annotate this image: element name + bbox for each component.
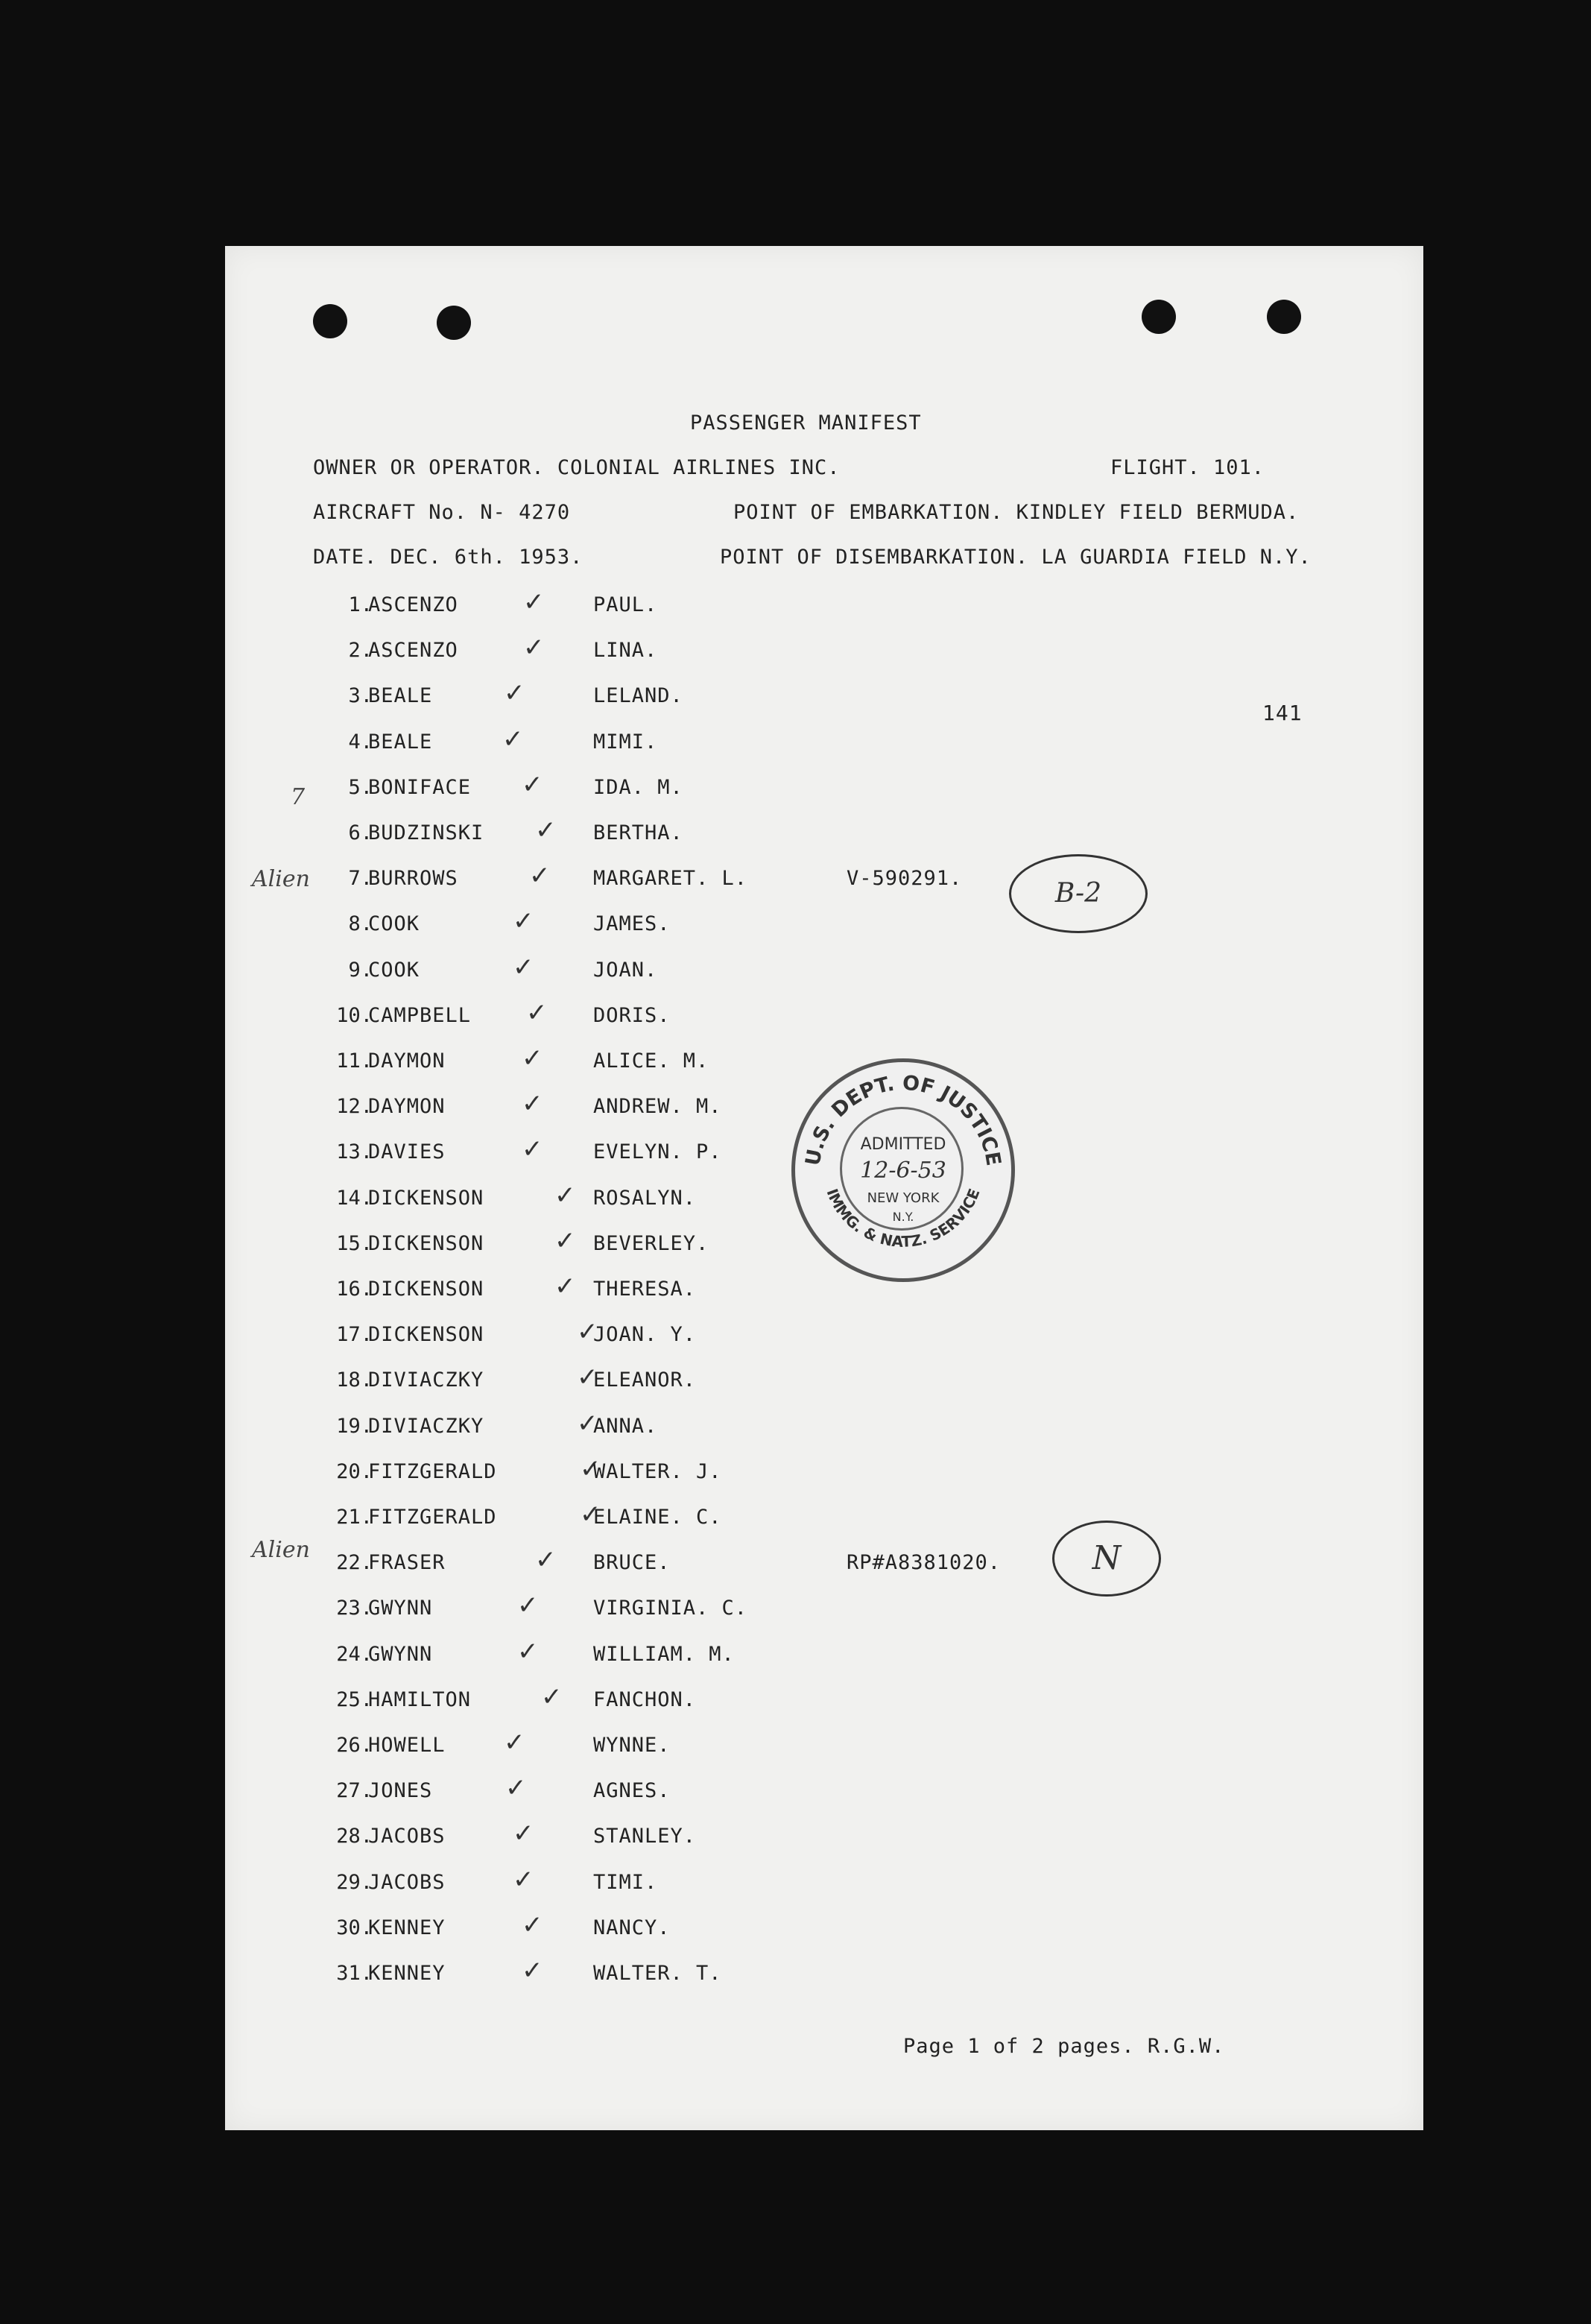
passenger-number: 4. xyxy=(348,730,373,754)
check-mark: ✓ xyxy=(513,906,534,937)
check-mark: ✓ xyxy=(577,1317,598,1348)
passenger-given-name: WALTER. J. xyxy=(593,1459,722,1483)
passenger-surname: ASCENZO xyxy=(368,593,458,616)
passenger-given-name: JAMES. xyxy=(593,912,671,936)
stamp-status: ADMITTED xyxy=(860,1135,946,1154)
passenger-document-number: V-590291. xyxy=(847,867,963,891)
passenger-number: 30. xyxy=(336,1916,373,1939)
passenger-number: 9. xyxy=(348,958,373,982)
passenger-given-name: AGNES. xyxy=(593,1779,671,1803)
check-mark: ✓ xyxy=(535,1545,557,1576)
passenger-number: 29. xyxy=(336,1870,373,1894)
passenger-given-name: JOAN. xyxy=(593,958,658,982)
passenger-given-name: ANDREW. M. xyxy=(593,1095,722,1119)
punch-hole xyxy=(1142,300,1176,334)
passenger-number: 7. xyxy=(348,867,373,891)
passenger-surname: HAMILTON xyxy=(368,1687,472,1711)
page-number: 141 xyxy=(1262,701,1303,725)
passenger-surname: JACOBS xyxy=(368,1870,446,1894)
passenger-surname: CAMPBELL xyxy=(368,1003,472,1027)
check-mark: ✓ xyxy=(522,1089,543,1120)
embarkation-point: POINT OF EMBARKATION. KINDLEY FIELD BERMUDA. xyxy=(733,501,1300,524)
passenger-row xyxy=(225,1500,1423,1535)
passenger-given-name: FANCHON. xyxy=(593,1687,697,1711)
passenger-given-name: LINA. xyxy=(593,639,658,663)
punch-hole xyxy=(313,304,347,338)
passenger-surname: GWYNN xyxy=(368,1642,433,1666)
check-mark: ✓ xyxy=(580,1453,601,1484)
passenger-given-name: VIRGINIA. C. xyxy=(593,1597,748,1620)
passenger-surname: DICKENSON xyxy=(368,1186,484,1210)
passenger-row xyxy=(225,1272,1423,1307)
check-mark: ✓ xyxy=(522,1134,543,1165)
passenger-number: 25. xyxy=(336,1687,373,1711)
passenger-row xyxy=(225,769,1423,806)
passenger-row xyxy=(225,815,1423,851)
passenger-row xyxy=(225,861,1423,897)
margin-note: Alien xyxy=(252,1537,310,1563)
passenger-given-name: STANLEY. xyxy=(593,1825,697,1848)
passenger-surname: DAYMON xyxy=(368,1095,446,1119)
passenger-row xyxy=(225,724,1423,760)
passenger-row xyxy=(225,678,1423,714)
passenger-number: 15. xyxy=(336,1231,373,1255)
passenger-number: 31. xyxy=(336,1962,373,1985)
passenger-surname: FRASER xyxy=(368,1551,446,1575)
passenger-surname: DIVIACZKY xyxy=(368,1368,484,1392)
passenger-row xyxy=(225,1317,1423,1353)
passenger-number: 20. xyxy=(336,1459,373,1483)
check-mark: ✓ xyxy=(522,769,543,800)
passenger-given-name: ANNA. xyxy=(593,1414,658,1438)
passenger-number: 26. xyxy=(336,1734,373,1757)
passenger-given-name: ALICE. M. xyxy=(593,1049,709,1073)
visa-class-annotation: B-2 xyxy=(1009,854,1148,933)
passenger-surname: BUDZINSKI xyxy=(368,821,484,844)
check-mark: ✓ xyxy=(522,1956,543,1986)
passenger-surname: FITZGERALD xyxy=(368,1506,497,1529)
passenger-surname: BEALE xyxy=(368,684,433,708)
passenger-row xyxy=(225,906,1423,942)
stamp-date: 12-6-53 xyxy=(860,1158,946,1184)
passenger-number: 23. xyxy=(336,1597,373,1620)
passenger-surname: KENNEY xyxy=(368,1962,446,1985)
passenger-row xyxy=(225,1408,1423,1444)
passenger-given-name: DORIS. xyxy=(593,1003,671,1027)
passenger-given-name: BRUCE. xyxy=(593,1551,671,1575)
margin-note: 7 xyxy=(291,784,306,810)
passenger-surname: BONIFACE xyxy=(368,775,472,799)
passenger-number: 17. xyxy=(336,1323,373,1347)
passenger-row xyxy=(225,1591,1423,1626)
passenger-given-name: BEVERLEY. xyxy=(593,1231,709,1255)
passenger-surname: COOK xyxy=(368,958,420,982)
check-mark: ✓ xyxy=(502,724,524,754)
margin-note: Alien xyxy=(252,866,310,892)
passenger-surname: DICKENSON xyxy=(368,1323,484,1347)
svg-text:IMMG. & NATZ. SERVICE: IMMG. & NATZ. SERVICE xyxy=(823,1186,984,1251)
manifest-sheet xyxy=(225,246,1423,2130)
check-mark: ✓ xyxy=(554,1180,576,1210)
passenger-given-name: EVELYN. P. xyxy=(593,1140,722,1164)
passenger-row xyxy=(225,1864,1423,1901)
passenger-number: 28. xyxy=(336,1825,373,1848)
check-mark: ✓ xyxy=(523,633,545,663)
passenger-given-name: WILLIAM. M. xyxy=(593,1642,735,1666)
passenger-row xyxy=(225,1362,1423,1398)
passenger-given-name: TIMI. xyxy=(593,1870,658,1894)
passenger-surname: JONES xyxy=(368,1779,433,1803)
passenger-given-name: MIMI. xyxy=(593,730,658,754)
passenger-given-name: IDA. M. xyxy=(593,775,683,799)
passenger-number: 8. xyxy=(348,912,373,936)
passenger-document-number: RP#A8381020. xyxy=(847,1551,1002,1575)
passenger-number: 6. xyxy=(348,821,373,844)
passenger-number: 5. xyxy=(348,775,373,799)
passenger-number: 24. xyxy=(336,1642,373,1666)
passenger-row xyxy=(225,633,1423,669)
passenger-number: 21. xyxy=(336,1506,373,1529)
check-mark: ✓ xyxy=(513,952,534,982)
check-mark: ✓ xyxy=(504,1728,525,1758)
passenger-row xyxy=(225,1773,1423,1809)
check-mark: ✓ xyxy=(517,1636,539,1667)
check-mark: ✓ xyxy=(522,1910,543,1940)
passenger-surname: DIVIACZKY xyxy=(368,1414,484,1438)
passenger-row xyxy=(225,1956,1423,1992)
passenger-surname: COOK xyxy=(368,912,420,936)
passenger-row xyxy=(225,1453,1423,1490)
check-mark: ✓ xyxy=(541,1682,563,1712)
passenger-row xyxy=(225,587,1423,623)
passenger-number: 3. xyxy=(348,684,373,708)
passenger-number: 13. xyxy=(336,1140,373,1164)
check-mark: ✓ xyxy=(523,587,545,617)
passenger-given-name: LELAND. xyxy=(593,684,683,708)
disembarkation-point: POINT OF DISEMBARKATION. LA GUARDIA FIELD N.Y. xyxy=(720,546,1312,569)
stamp-city: NEW YORK xyxy=(867,1190,940,1206)
passenger-number: 2. xyxy=(348,639,373,663)
passenger-surname: ASCENZO xyxy=(368,639,458,663)
check-mark: ✓ xyxy=(526,997,548,1028)
passenger-row xyxy=(225,952,1423,988)
passenger-number: 10. xyxy=(336,1003,373,1027)
passenger-given-name: MARGARET. L. xyxy=(593,867,748,891)
passenger-given-name: BERTHA. xyxy=(593,821,683,844)
check-mark: ✓ xyxy=(529,861,551,891)
check-mark: ✓ xyxy=(580,1500,601,1529)
page-footer: Page 1 of 2 pages. R.G.W. xyxy=(903,2035,1225,2058)
passenger-row xyxy=(225,1682,1423,1718)
passenger-row xyxy=(225,1636,1423,1673)
flight-date: DATE. DEC. 6th. 1953. xyxy=(313,546,583,569)
aircraft-number: AIRCRAFT No. N- 4270 xyxy=(313,501,571,524)
passenger-surname: JACOBS xyxy=(368,1825,446,1848)
passenger-given-name: WALTER. T. xyxy=(593,1962,722,1985)
check-mark: ✓ xyxy=(522,1043,543,1073)
passenger-row xyxy=(225,997,1423,1034)
check-mark: ✓ xyxy=(554,1225,576,1256)
status-annotation: N xyxy=(1052,1521,1161,1597)
passenger-given-name: THERESA. xyxy=(593,1278,697,1301)
passenger-surname: DAVIES xyxy=(368,1140,446,1164)
passenger-row xyxy=(225,1728,1423,1763)
passenger-row xyxy=(225,1910,1423,1946)
passenger-surname: KENNEY xyxy=(368,1916,446,1939)
check-mark: ✓ xyxy=(505,1773,527,1804)
passenger-given-name: JOAN. Y. xyxy=(593,1323,697,1347)
passenger-surname: BURROWS xyxy=(368,867,458,891)
passenger-given-name: ELEANOR. xyxy=(593,1368,697,1392)
check-mark: ✓ xyxy=(535,815,557,845)
flight-number: FLIGHT. 101. xyxy=(1110,456,1265,479)
passenger-surname: FITZGERALD xyxy=(368,1459,497,1483)
document-title: PASSENGER MANIFEST xyxy=(690,411,922,435)
passenger-number: 18. xyxy=(336,1368,373,1392)
passenger-surname: GWYNN xyxy=(368,1597,433,1620)
passenger-surname: BEALE xyxy=(368,730,433,754)
passenger-surname: DICKENSON xyxy=(368,1278,484,1301)
immigration-stamp xyxy=(791,1058,1015,1282)
check-mark: ✓ xyxy=(517,1591,539,1621)
passenger-given-name: PAUL. xyxy=(593,593,658,616)
passenger-number: 19. xyxy=(336,1414,373,1438)
passenger-number: 22. xyxy=(336,1551,373,1575)
passenger-given-name: ELAINE. C. xyxy=(593,1506,722,1529)
passenger-number: 12. xyxy=(336,1095,373,1119)
check-mark: ✓ xyxy=(513,1819,534,1849)
passenger-number: 16. xyxy=(336,1278,373,1301)
passenger-given-name: WYNNE. xyxy=(593,1734,671,1757)
owner-operator: OWNER OR OPERATOR. COLONIAL AIRLINES INC. xyxy=(313,456,841,479)
check-mark: ✓ xyxy=(554,1272,576,1301)
passenger-given-name: NANCY. xyxy=(593,1916,671,1939)
punch-hole xyxy=(1267,300,1301,334)
passenger-given-name: ROSALYN. xyxy=(593,1186,697,1210)
punch-hole xyxy=(437,306,471,340)
passenger-row xyxy=(225,1819,1423,1854)
svg-text:U.S. DEPT. OF JUSTICE: U.S. DEPT. OF JUSTICE xyxy=(801,1071,1005,1168)
passenger-surname: DICKENSON xyxy=(368,1231,484,1255)
check-mark: ✓ xyxy=(577,1362,598,1393)
passenger-number: 1. xyxy=(348,593,373,616)
passenger-surname: HOWELL xyxy=(368,1734,446,1757)
passenger-number: 27. xyxy=(336,1779,373,1803)
check-mark: ✓ xyxy=(504,678,525,709)
passenger-number: 11. xyxy=(336,1049,373,1073)
check-mark: ✓ xyxy=(577,1408,598,1439)
stamp-state: N.Y. xyxy=(892,1210,914,1224)
check-mark: ✓ xyxy=(513,1864,534,1895)
passenger-number: 14. xyxy=(336,1186,373,1210)
passenger-surname: DAYMON xyxy=(368,1049,446,1073)
